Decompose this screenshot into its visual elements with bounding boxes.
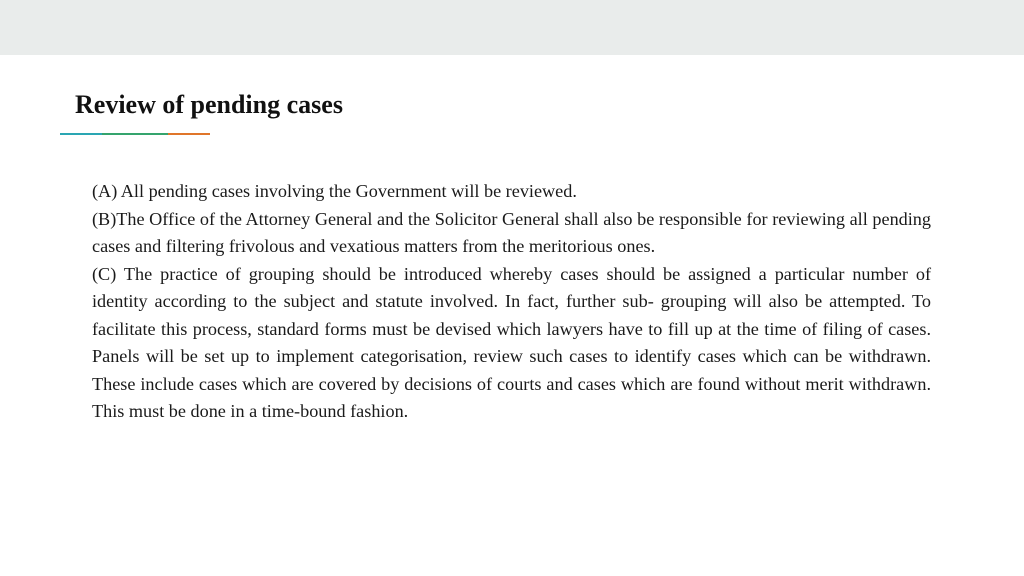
title-underline-orange <box>168 133 210 135</box>
paragraph-b: (B)The Office of the Attorney General and the Solicitor General shall also be responsible for reviewing all pending cases and filtering frivolous and vexatious matters from the meritorious ones. <box>92 208 931 256</box>
header-band <box>0 0 1024 55</box>
paragraph-a: (A) All pending cases involving the Government will be reviewed. <box>92 181 577 201</box>
title-underline-green <box>102 133 168 135</box>
slide-body <box>92 178 931 426</box>
slide-title: Review of pending cases <box>75 90 343 119</box>
title-underline-teal <box>60 133 102 135</box>
paragraph-c: (C) The practice of grouping should be introduced whereby cases should be assigned a particular number of identity according to the subject and statute involved. In fact, further sub- grouping will also be attempted. To facilitate this process, standard forms must be devised which lawyers have to fill up at the time of filing of cases. Panels will be set up to implement categorisation, review such cases to identify cases which can be withdrawn. These include cases which are covered by decisions of courts and cases which are found without merit withdrawn. This must be done in a time-bound fashion. <box>92 263 931 421</box>
